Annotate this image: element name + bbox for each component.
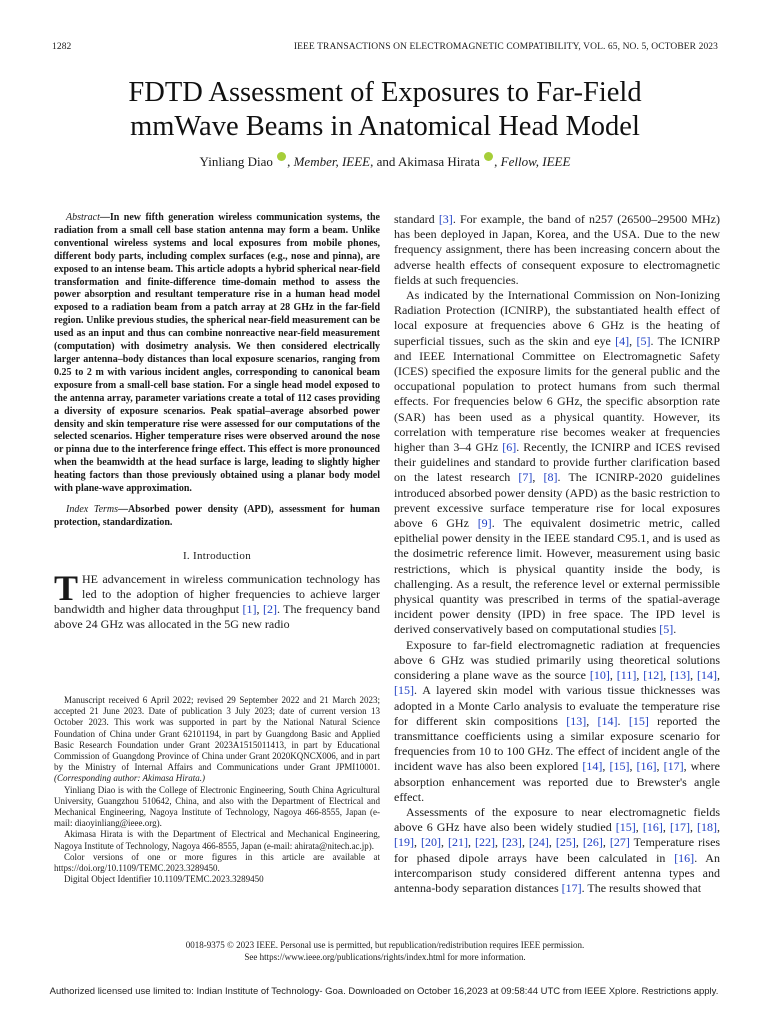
citation-link[interactable]: [27]	[609, 835, 630, 850]
citation-link[interactable]: [15]	[609, 759, 630, 774]
index-terms-text: —Absorbed power density (APD), assessment for human protection, standardization.	[54, 503, 380, 528]
body-paragraph-4: Assessments of the exposure to near electromagnetic fields above 6 GHz have also been widely studied [15], [16], [17], [18], [19], [20], [21], [22], [23], [24], [25], [26], [27] Temperature rises for phased dipole arrays have been calculated in [16]. An intercomparison study considered different antenna types and antenna-body separation distances [17]. The results showed that	[394, 804, 721, 895]
citation-link[interactable]: [16]	[674, 850, 695, 865]
citation-link[interactable]: [15]	[615, 820, 636, 835]
body-paragraph-3: Exposure to far-field electromagnetic radiation at frequencies above 6 GHz was studied primarily using theoretical solutions considering a plane wave as the source [10], [11], [12], [13], [14], [15]. A layered skin model with various tissue thicknesses was adopted in a Monte Carlo analysis to evaluate the temperature rise for different skin compositions [13], [14]. [15] reported the transmittance coefficients using a similar exposure scenario for frequencies from 10 to 100 GHz. The effect of incident angle of the incident wave has also been explored [14], [15], [16], [17], where absorption enhancement was reported due to Brewster's angle effect.	[394, 637, 721, 804]
citation-link[interactable]: [7]	[518, 470, 533, 485]
download-notice: Authorized licensed use limited to: Indian Institute of Technology- Goa. Downloaded on October 16,2023 at 09:58:44 UTC from IEEE Xplore. Restrictions apply.	[49, 986, 719, 997]
affiliation-1: Yinliang Diao is with the College of Electronic Engineering, South China Agricultural University, Guangzhou 510642, China, and also with the Department of Electrical and Mechanical Engineering, Nagoya Institute of Technology, Nagoya 466-8555, Japan (e-mail: diaoyinliang@ieee.org).	[54, 784, 380, 829]
citation-link[interactable]: [17]	[669, 820, 690, 835]
citation-link[interactable]: [14]	[597, 713, 618, 728]
abstract-text: —In new fifth generation wireless communication systems, the radiation from a small cell base station antenna may form a beam. Unlike conventional wireless systems and local exposures from mobile phones, different body parts, including complex surfaces (e.g., nose and pinna), are exposed to an intense beam. This article adopts a hybrid spherical near-field transformation and finite-difference time-domain method to assess the power absorption and resultant temperature rise in a human head model exposed to a radiation beam from a patch array at 28 GHz in the far-field region. Unlike previous studies, the spherical near-field measurement can be used as an input and thus can combine nonreactive near-field measurement (computation) with dosimetry analysis. We then considered electrically larger antenna–body distances than local exposure scenarios, ranging from 0.25 to 2 m with various incident angles, corresponding to canonical beam exposure from a small-cell base station. For a single head model exposed to the antenna array, parameter variations create a total of 112 cases providing a diversity of exposure scenarios. Peak spatial–average absorbed power density and skin temperature rise were assessed for our computations of the selected scenarios. Higher temperature rises were observed around the nose or pinna due to the interference fringe effect. This effect is more pronounced when the beamwidth at the head surface is large, leading to slightly higher heating factors than those previously obtained using a planar body model with plane-wave approximation.	[54, 212, 380, 495]
citation-link[interactable]: [16]	[642, 820, 663, 835]
orcid-icon[interactable]	[277, 152, 286, 161]
author-1-role: Member, IEEE	[293, 154, 371, 169]
left-column	[54, 212, 380, 633]
citation-link[interactable]: [10]	[589, 668, 610, 683]
citation-link[interactable]: [17]	[561, 880, 582, 895]
citation-link[interactable]: [3]	[438, 212, 453, 226]
footnotes	[54, 695, 380, 885]
intro-lead: HE	[82, 571, 99, 586]
title-line-1: FDTD Assessment of Exposures to Far-Field	[128, 77, 642, 108]
citation-link[interactable]: [18]	[697, 820, 718, 835]
body-paragraph-1: standard [3]. For example, the band of n257 (26500–29500 MHz) has been deployed in Japan, Korea, and the USA. Due to the new frequency assignment, there has been increasing concern about the adverse health effects of consequent exposure to electromagnetic fields at such frequencies.	[394, 212, 721, 287]
intro-paragraph	[54, 567, 381, 633]
citation-link[interactable]: [9]	[477, 516, 492, 531]
body-paragraph-2: As indicated by the International Commission on Non-Ionizing Radiation Protection (ICNIRP), the substantiated health effect of local exposure at frequencies above 6 GHz is the heating of superficial tissues, such as the skin and eye [4], [5]. The ICNIRP and IEEE International Committee on Electromagnetic Safety (ICES) specified the exposure limits for the general public and the occupational population to protect humans from such thermal effects. For frequencies below 6 GHz, the specific absorption rate (SAR) has been used as a physical quantity. However, its correlation with temperature rise becomes weaker at frequencies higher than 3–4 GHz [6]. Recently, the ICNIRP and ICES revised their guidelines and standard to provide further clarification based on the latest research [7], [8]. The ICNIRP-2020 guidelines introduced absorbed power density (APD) as the basic restriction to prevent excessive surface temperature rise for local exposures above 6 GHz [9]. The equivalent dosimetric metric, called epithelial power density in the IEEE standard C95.1, and is used as the dosimetric reference limit. However, measurement using basic restrictions, which is physical quantity inside the body, is challenging. As a result, the reference level or external permissible physical quantity was prescribed in terms of the spatial-average incident power density (IPD) in free space. The IPD level is derived conservatively based on computational studies [5].	[394, 288, 721, 637]
color-versions-note: Color versions of one or more figures in this article are available at https://doi.org/10.1109/TEMC.2023.3289450.	[54, 851, 380, 874]
citation-link[interactable]: [14]	[582, 759, 603, 774]
citation-link[interactable]: [12]	[643, 668, 664, 683]
doi-note: Digital Object Identifier 10.1109/TEMC.2023.3289450	[64, 874, 264, 885]
manuscript-note	[54, 695, 380, 785]
author-connector: , and	[370, 154, 398, 169]
index-terms-label: Index Terms	[66, 503, 119, 515]
right-column	[394, 212, 720, 896]
copyright-line-1: 0018-9375 © 2023 IEEE. Personal use is permitted, but republication/redistribution requires IEEE permission.	[185, 940, 585, 950]
citation-link[interactable]: [11]	[616, 668, 637, 683]
drop-cap: T	[54, 567, 79, 608]
citation-link[interactable]: [13]	[566, 713, 587, 728]
citation-link[interactable]: [5]	[659, 622, 674, 637]
paper-title	[52, 76, 718, 144]
citation-link[interactable]: [26]	[582, 835, 603, 850]
citation-link[interactable]: [15]	[394, 683, 414, 698]
index-terms	[54, 504, 380, 530]
abstract	[54, 212, 380, 496]
title-line-2: mmWave Beams in Anatomical Head Model	[130, 111, 640, 142]
corresponding-author: (Corresponding author: Akimasa Hirata.)	[54, 773, 206, 784]
copyright-notice	[52, 940, 718, 963]
citation-link[interactable]: [2]	[262, 602, 277, 617]
copyright-line-2: See https://www.ieee.org/publications/rights/index.html for more information.	[244, 951, 526, 962]
citation-link[interactable]: [1]	[242, 602, 257, 617]
citation-link[interactable]: [8]	[543, 470, 558, 485]
citation-link[interactable]: [17]	[663, 759, 684, 774]
intro-text: advancement in wireless communication technology has led to the adoption of higher frequencies to achieve larger bandwidth and higher data throughput [1], [2]. The frequency band above 24 GHz was allocated in the 5G new radio	[54, 571, 381, 632]
journal-header: IEEE TRANSACTIONS ON ELECTROMAGNETIC COMPATIBILITY, VOL. 65, NO. 5, OCTOBER 2023	[293, 42, 718, 52]
citation-link[interactable]: [21]	[447, 835, 468, 850]
affiliation-2: Akimasa Hirata is with the Department of Electrical and Mechanical Engineering, Nagoya Institute of Technology, Nagoya 466-8555, Japan (e-mail: ahirata@nitech.ac.jp).	[54, 829, 380, 851]
citation-link[interactable]: [23]	[501, 835, 522, 850]
citation-link[interactable]: [16]	[636, 759, 657, 774]
author-1-name: Yinliang Diao	[199, 154, 273, 169]
citation-link[interactable]: [15]	[628, 713, 649, 728]
citation-link[interactable]: [6]	[502, 440, 517, 455]
citation-link[interactable]: [20]	[420, 835, 441, 850]
citation-link[interactable]: [4]	[615, 333, 630, 348]
orcid-icon[interactable]	[484, 152, 493, 161]
citation-link[interactable]: [5]	[636, 333, 651, 348]
citation-link[interactable]: [13]	[670, 668, 691, 683]
manuscript-text: Manuscript received 6 April 2022; revised 29 September 2022 and 21 March 2023; accepted 21 June 2023. Date of publication 3 July 2023; date of current version 13 October 2023. This work was supported in part by the National Natural Science Foundation of China under Grant 62101194, in part by Guangdong Basic and Applied Basic Research Foundation under Grant 2023A1515011413, in part by Educational Commission of Guangdong Province of China under Grant 2020KQNCX006, and in part by the Ministry of Internal Affairs and Communications under Grant JPMI10001.	[54, 695, 380, 773]
citation-link[interactable]: [24]	[528, 835, 549, 850]
abstract-label: Abstract	[66, 212, 100, 223]
citation-link[interactable]: [14]	[697, 668, 718, 683]
section-heading: I. Introduction	[182, 549, 252, 562]
author-2-role: Fellow, IEEE	[500, 154, 571, 169]
citation-link[interactable]: [22]	[474, 835, 495, 850]
page-number: 1282	[52, 42, 72, 52]
citation-link[interactable]: [25]	[555, 835, 576, 850]
author-2-name: Akimasa Hirata	[397, 154, 480, 169]
citation-link[interactable]: [19]	[394, 835, 414, 850]
author-line: Yinliang Diao , Member, IEEE, and Akimasa Hirata , Fellow, IEEE	[199, 154, 571, 169]
